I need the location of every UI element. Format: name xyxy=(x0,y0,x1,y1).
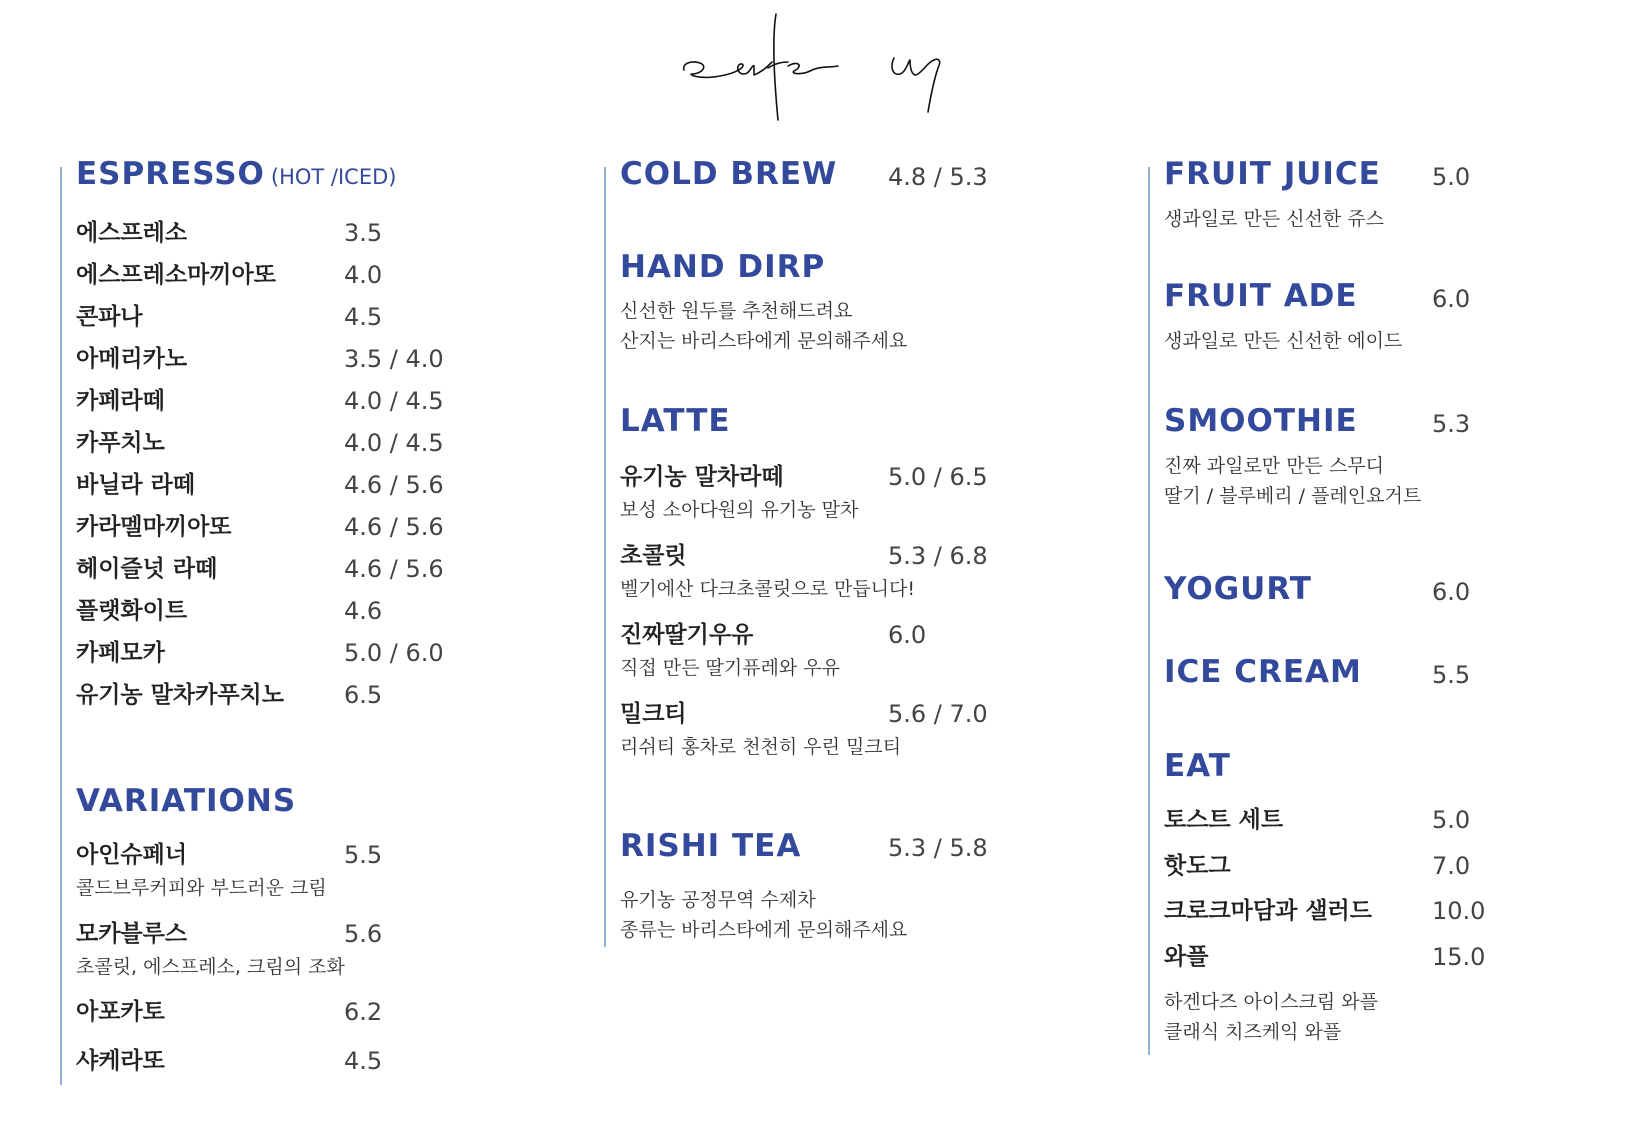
menu-column-brew xyxy=(604,156,1074,947)
menu-item-price: 5.5 xyxy=(344,841,383,869)
hand-drip-desc: 신선한 원두를 추천해드려요 xyxy=(620,300,853,322)
menu-item-price: 5.6 xyxy=(344,920,383,948)
menu-item-name: 바닐라 라떼 xyxy=(76,472,196,498)
menu-item-name: 크로크마담과 샐러드 xyxy=(1164,898,1372,924)
menu-item-name: 카페라떼 xyxy=(76,388,165,414)
fruit-ade-heading: FRUIT ADE xyxy=(1164,278,1358,314)
eat-desc: 하겐다즈 아이스크림 와플 xyxy=(1164,991,1378,1013)
fruit-juice-heading: FRUIT JUICE xyxy=(1164,156,1381,192)
menu-item-desc: 직접 만든 딸기퓨레와 우유 xyxy=(620,657,841,679)
variations-heading: VARIATIONS xyxy=(76,783,297,819)
menu-column-juice xyxy=(1148,156,1608,1055)
menu-item-name: 카라멜마끼아또 xyxy=(76,514,232,540)
menu-item-desc: 보성 소아다원의 유기농 말차 xyxy=(620,499,859,521)
rishi-tea-price: 5.3 / 5.8 xyxy=(888,834,988,862)
smoothie-desc: 진짜 과일로만 만든 스무디 xyxy=(1164,455,1385,477)
rishi-tea-heading: RISHI TEA xyxy=(620,828,802,864)
hand-drip-heading: HAND DIRP xyxy=(620,249,826,285)
menu-item-price: 6.5 xyxy=(344,681,383,709)
espresso-heading xyxy=(76,156,397,192)
menu-item-name: 카페모카 xyxy=(76,640,165,666)
menu-item-price: 4.5 xyxy=(344,303,383,331)
menu-item-price: 4.6 / 5.6 xyxy=(344,555,444,583)
menu-item-price: 4.5 xyxy=(344,1047,383,1075)
menu-item-name: 와플 xyxy=(1164,944,1209,970)
menu-item-desc: 벨기에산 다크초콜릿으로 만듭니다! xyxy=(620,578,916,600)
menu-item-name: 아포카토 xyxy=(76,999,165,1025)
eat-heading: EAT xyxy=(1164,748,1231,784)
smoothie-desc: 딸기 / 블루베리 / 플레인요거트 xyxy=(1164,485,1422,507)
menu-item-price: 5.0 / 6.5 xyxy=(888,463,988,491)
menu-item-name: 유기농 말차카푸치노 xyxy=(76,682,284,708)
menu-item-price: 5.0 xyxy=(1432,806,1471,834)
menu-item-price: 5.3 / 6.8 xyxy=(888,542,988,570)
menu-item-name: 에스프레소 xyxy=(76,220,188,246)
menu-item-price: 6.0 xyxy=(888,621,927,649)
fruit-juice-price: 5.0 xyxy=(1432,163,1471,191)
hand-drip-desc: 산지는 바리스타에게 문의해주세요 xyxy=(620,330,908,352)
latte-heading: LATTE xyxy=(620,403,731,439)
menu-item-price: 4.0 / 4.5 xyxy=(344,429,444,457)
menu-item-price: 15.0 xyxy=(1432,943,1486,971)
menu-item-desc: 초콜릿, 에스프레소, 크림의 조화 xyxy=(76,956,345,978)
menu-item-desc: 리쉬티 홍차로 천천히 우린 밀크티 xyxy=(620,736,902,758)
menu-item-price: 10.0 xyxy=(1432,897,1486,925)
menu-item-price: 4.6 / 5.6 xyxy=(344,513,444,541)
menu-item-name: 핫도그 xyxy=(1164,853,1231,879)
menu-item-price: 4.6 xyxy=(344,597,383,625)
menu-item-name: 초콜릿 xyxy=(620,543,687,569)
cold-brew-heading: COLD BREW xyxy=(620,156,838,192)
menu-item-name: 에스프레소마끼아또 xyxy=(76,262,276,288)
menu-item-name: 샤케라또 xyxy=(76,1048,165,1074)
menu-item-name: 카푸치노 xyxy=(76,430,165,456)
menu-item-name: 진짜딸기우유 xyxy=(620,622,754,648)
smoothie-heading: SMOOTHIE xyxy=(1164,403,1358,439)
menu-item-price: 3.5 xyxy=(344,219,383,247)
menu-item-desc: 콜드브루커피와 부드러운 크림 xyxy=(76,877,327,899)
smoothie-price: 5.3 xyxy=(1432,410,1471,438)
menu-item-name: 유기농 말차라떼 xyxy=(620,464,784,490)
menu-item-name: 콘파나 xyxy=(76,304,143,330)
fruit-ade-desc: 생과일로 만든 신선한 에이드 xyxy=(1164,330,1403,352)
menu-column-espresso xyxy=(60,156,560,1085)
menu-item-name: 토스트 세트 xyxy=(1164,807,1284,833)
espresso-subtitle: (HOT /ICED) xyxy=(270,165,397,189)
cold-brew-price: 4.8 / 5.3 xyxy=(888,163,988,191)
rishi-tea-desc: 유기농 공정무역 수제차 xyxy=(620,889,816,911)
espresso-title: ESPRESSO xyxy=(76,156,265,192)
menu-item-name: 밀크티 xyxy=(620,701,687,727)
cafe-logo xyxy=(680,8,970,128)
menu-item-price: 4.6 / 5.6 xyxy=(344,471,444,499)
fruit-juice-desc: 생과일로 만든 신선한 쥬스 xyxy=(1164,208,1385,230)
menu-item-price: 4.0 xyxy=(344,261,383,289)
yogurt-heading: YOGURT xyxy=(1164,571,1312,607)
ice-cream-price: 5.5 xyxy=(1432,661,1471,689)
yogurt-price: 6.0 xyxy=(1432,578,1471,606)
menu-item-name: 헤이즐넛 라떼 xyxy=(76,556,218,582)
menu-item-price: 6.2 xyxy=(344,998,383,1026)
menu-item-price: 7.0 xyxy=(1432,852,1471,880)
menu-item-price: 3.5 / 4.0 xyxy=(344,345,444,373)
menu-item-price: 5.6 / 7.0 xyxy=(888,700,988,728)
menu-item-price: 4.0 / 4.5 xyxy=(344,387,444,415)
menu-item-price: 5.0 / 6.0 xyxy=(344,639,444,667)
ice-cream-heading: ICE CREAM xyxy=(1164,654,1362,690)
menu-item-name: 플랫화이트 xyxy=(76,598,188,624)
eat-desc: 클래식 치즈케익 와플 xyxy=(1164,1021,1342,1043)
rishi-tea-desc: 종류는 바리스타에게 문의해주세요 xyxy=(620,919,908,941)
fruit-ade-price: 6.0 xyxy=(1432,285,1471,313)
menu-item-name: 아인슈페너 xyxy=(76,842,188,868)
menu-item-name: 아메리카노 xyxy=(76,346,188,372)
menu-item-name: 모카블루스 xyxy=(76,921,188,947)
